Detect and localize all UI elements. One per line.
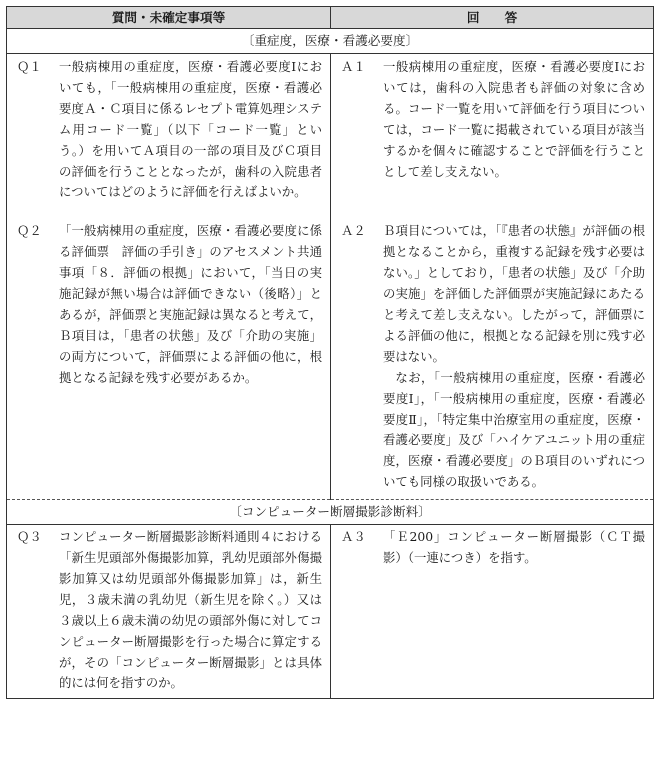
answer-cell xyxy=(331,209,654,499)
question-column-header: 質問・未確定事項等 xyxy=(7,7,331,29)
question-item xyxy=(17,54,322,203)
question-cell xyxy=(7,54,331,210)
answer-note: なお，「一般病棟用の重症度，医療・看護必要度Ⅰ」，「一般病棟用の重症度，医療・看護必要度Ⅱ」，「特定集中治療室用の重症度，医療・看護必要度」及び「ハイケアユニット用の重症度，医療・看護必要度」のＢ項目のいずれについても同様の取扱いである。 xyxy=(383,369,645,490)
answer-column-header: 回 答 xyxy=(331,7,654,29)
answer-text: Ｂ項目については，「『患者の状態』が評価の根拠となることから，重複する記録を残す必要はない。」としており，「患者の状態」及び「介助の実施」を評価した評価票が実施記録にあたると考えて差し支えない。したがって，評価票による評価の他に，根拠となる記録を別に残す必要はない。 xyxy=(383,223,645,364)
question-text: コンピューター断層撮影診断料通則４における「新生児頭部外傷撮影加算，乳幼児頭部外傷撮影加算又は幼児頭部外傷撮影加算」は，新生児，３歳未満の乳幼児（新生児を除く。）又は３歳以上６歳未満の幼児の頭部外傷に対してコンピューター断層撮影を行った場合に算定するが，その「コンピューター断層撮影」とは具体的には何を指すのか。 xyxy=(59,529,322,691)
question-cell xyxy=(7,525,331,699)
qa-row xyxy=(7,525,654,699)
question-text: 一般病棟用の重症度，医療・看護必要度Ⅰにおいても，「一般病棟用の重症度，医療・看護必要度Ａ・Ｃ項目に係るレセプト電算処理システム用コード一覧」（以下「コード一覧」という。）を用いてＡ項目の一部の項目及びＣ項目の評価を行うこととなったが，歯科の入院患者についてはどのように評価を行えばよいか。 xyxy=(59,59,322,200)
question-item xyxy=(17,221,322,388)
section-title: 〔コンピューター断層撮影診断料〕 xyxy=(7,500,654,525)
section-header-row xyxy=(7,500,654,525)
question-item xyxy=(17,525,322,694)
section-title: 〔重症度，医療・看護必要度〕 xyxy=(7,29,654,54)
qa-row xyxy=(7,209,654,499)
question-text: 「一般病棟用の重症度，医療・看護必要度に係る評価票 評価の手引き」のアセスメント共通事項「８．評価の根拠」において，「当日の実施記録が無い場合は評価できない（後略）」とあるが，評価票と実施記録は異なると考えて，Ｂ項目は，「患者の状態」及び「介助の実施」の両方について，評価票による評価の他に，根拠となる記録を残す必要があるか。 xyxy=(59,223,322,385)
answer-cell xyxy=(331,54,654,210)
answer-text-block xyxy=(383,221,645,493)
answer-label: Ａ２ xyxy=(341,223,366,239)
answer-label: Ａ３ xyxy=(341,529,366,545)
question-label: Ｑ１ xyxy=(17,59,42,74)
question-label: Ｑ２ xyxy=(17,223,42,239)
answer-item xyxy=(341,54,645,182)
answer-label: Ａ１ xyxy=(341,59,366,74)
answer-item xyxy=(341,525,645,569)
answer-cell xyxy=(331,525,654,699)
section-header-row xyxy=(7,29,654,54)
question-cell xyxy=(7,209,331,499)
question-label: Ｑ３ xyxy=(17,529,42,545)
answer-text: 一般病棟用の重症度，医療・看護必要度Ⅰにおいては，歯科の入院患者も評価の対象に含める。コード一覧を用いて評価を行う項目については，コード一覧に掲載されている項目が該当するかを個々に確認することで評価を行うこととして差し支えない。 xyxy=(383,59,645,179)
qa-table xyxy=(6,6,654,699)
qa-row xyxy=(7,54,654,210)
answer-item xyxy=(341,221,645,493)
table-header-row xyxy=(7,7,654,29)
answer-text: 「Ｅ200」コンピューター断層撮影（ＣＴ撮影）（一連につき）を指す。 xyxy=(383,529,645,566)
